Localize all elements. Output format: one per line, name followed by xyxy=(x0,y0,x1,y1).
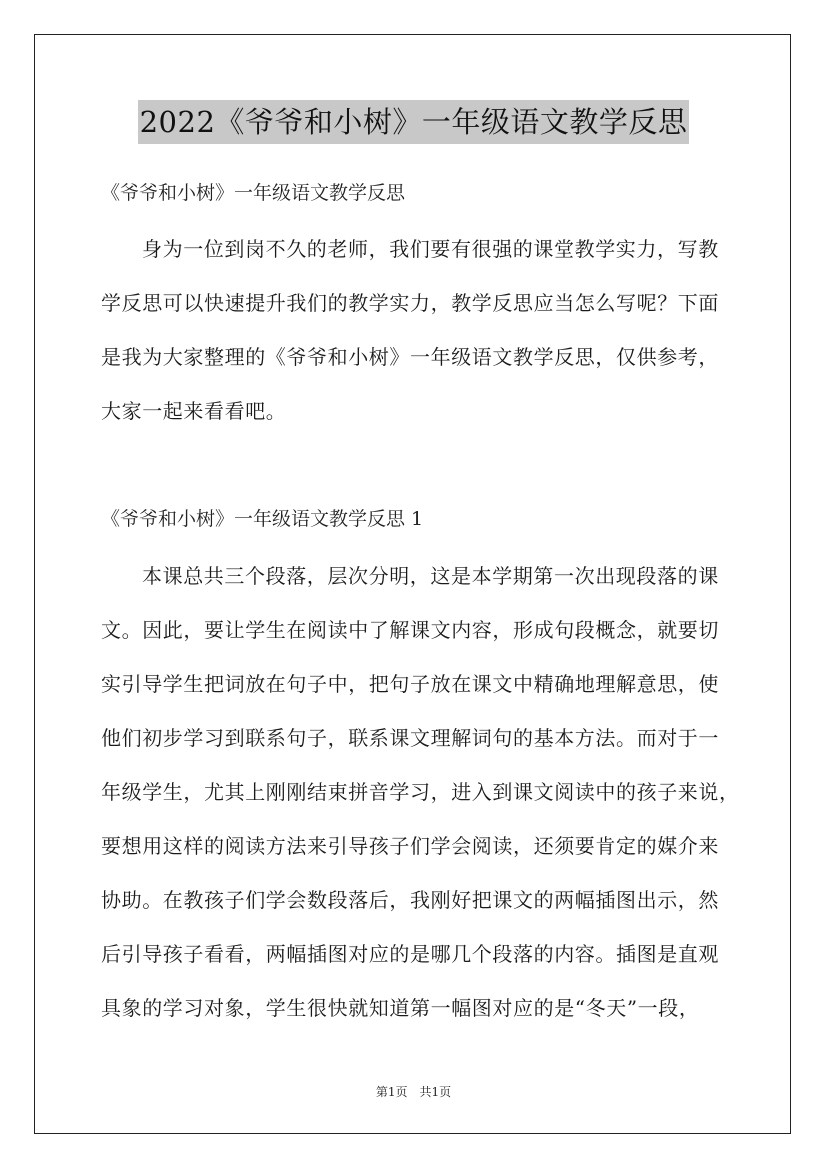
intro-line: 身为一位到岗不久的老师，我们要有很强的课堂教学实力，写教 xyxy=(142,237,719,261)
section-line: 本课总共三个段落，层次分明，这是本学期第一次出现段落的课 xyxy=(142,564,719,588)
section-paragraph xyxy=(101,549,740,1035)
document-title: 2022《爷爷和小树》一年级语文教学反思 xyxy=(138,100,690,144)
page-footer: 第1页 共1页 xyxy=(375,1085,452,1099)
document-subtitle: 《爷爷和小树》一年级语文教学反思 xyxy=(101,182,406,204)
section-line: 文。因此，要让学生在阅读中了解课文内容，形成句段概念，就要切 xyxy=(101,618,719,642)
section-heading: 《爷爷和小树》一年级语文教学反思 1 xyxy=(101,508,424,530)
section-line: 要想用这样的阅读方法来引导孩子们学会阅读，还须要肯定的媒介来 xyxy=(101,834,719,858)
section-line: 具象的学习对象，学生很快就知道第一幅图对应的是“冬天”一段， xyxy=(101,996,700,1020)
intro-line: 学反思可以快速提升我们的教学实力，教学反思应当怎么写呢？下面 xyxy=(101,291,719,315)
intro-line: 是我为大家整理的《爷爷和小树》一年级语文教学反思，仅供参考， xyxy=(101,345,719,369)
section-line: 后引导孩子看看，两幅插图对应的是哪几个段落的内容。插图是直观 xyxy=(101,942,719,966)
section-line: 他们初步学习到联系句子，联系课文理解词句的基本方法。而对于一 xyxy=(101,726,719,750)
intro-line: 大家一起来看看吧。 xyxy=(101,399,287,423)
section-line: 年级学生，尤其上刚刚结束拼音学习，进入到课文阅读中的孩子来说， xyxy=(101,780,740,804)
intro-paragraph xyxy=(101,222,727,438)
section-line: 协助。在教孩子们学会数段落后，我刚好把课文的两幅插图出示，然 xyxy=(101,888,719,912)
section-line: 实引导学生把词放在句子中，把句子放在课文中精确地理解意思，使 xyxy=(101,672,719,696)
title-container xyxy=(0,100,827,144)
